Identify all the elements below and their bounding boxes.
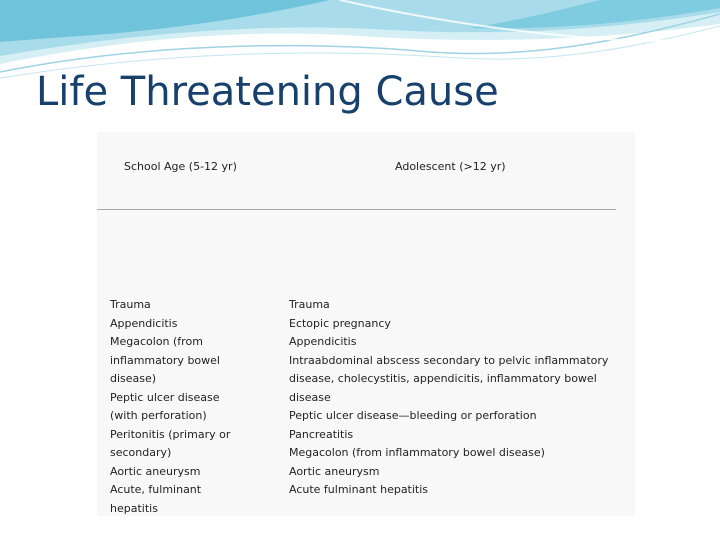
list-item: Megacolon (from inflammatory bowel disease) [289,446,545,459]
list-item: Acute fulminant hepatitis [289,483,429,496]
list-item: Appendicitis [289,335,357,348]
list-item: disease, cholecystitis, appendicitis, inflammatory bowel [289,372,597,385]
list-item: Ectopic pregnancy [289,316,391,330]
list-item: Peritonitis (primary or [110,427,231,441]
list-item: Pancreatitis [289,427,354,441]
column-header-school-age: School Age (5-12 yr) [124,160,237,173]
list-item: Peptic ulcer disease—bleeding or perforation [289,409,537,422]
list-item: disease [289,390,331,404]
list-item: Aortic aneurysm [110,464,201,478]
adolescent-causes-list [289,296,629,500]
differential-diagnosis-table [97,132,635,516]
list-item: Peptic ulcer disease [110,390,220,404]
list-item: (with perforation) [110,409,207,422]
list-item: Trauma [110,298,151,311]
list-item: Megacolon (from [110,335,203,348]
list-item: Trauma [289,298,330,311]
list-item: Intraabdominal abscess secondary to pelvic inflammatory [289,353,609,367]
list-item: inflammatory bowel [110,353,220,367]
list-item: Acute, fulminant [110,483,202,496]
list-item: hepatitis [110,501,158,515]
list-item: Appendicitis [110,316,178,330]
list-item: Aortic aneurysm [289,464,380,478]
list-item: disease) [110,372,157,385]
slide-title: Life Threatening Cause [36,69,499,115]
list-item: secondary) [110,446,172,459]
column-header-adolescent: Adolescent (>12 yr) [395,160,506,173]
table-header-divider [97,209,616,210]
school-age-causes-list [110,296,280,518]
